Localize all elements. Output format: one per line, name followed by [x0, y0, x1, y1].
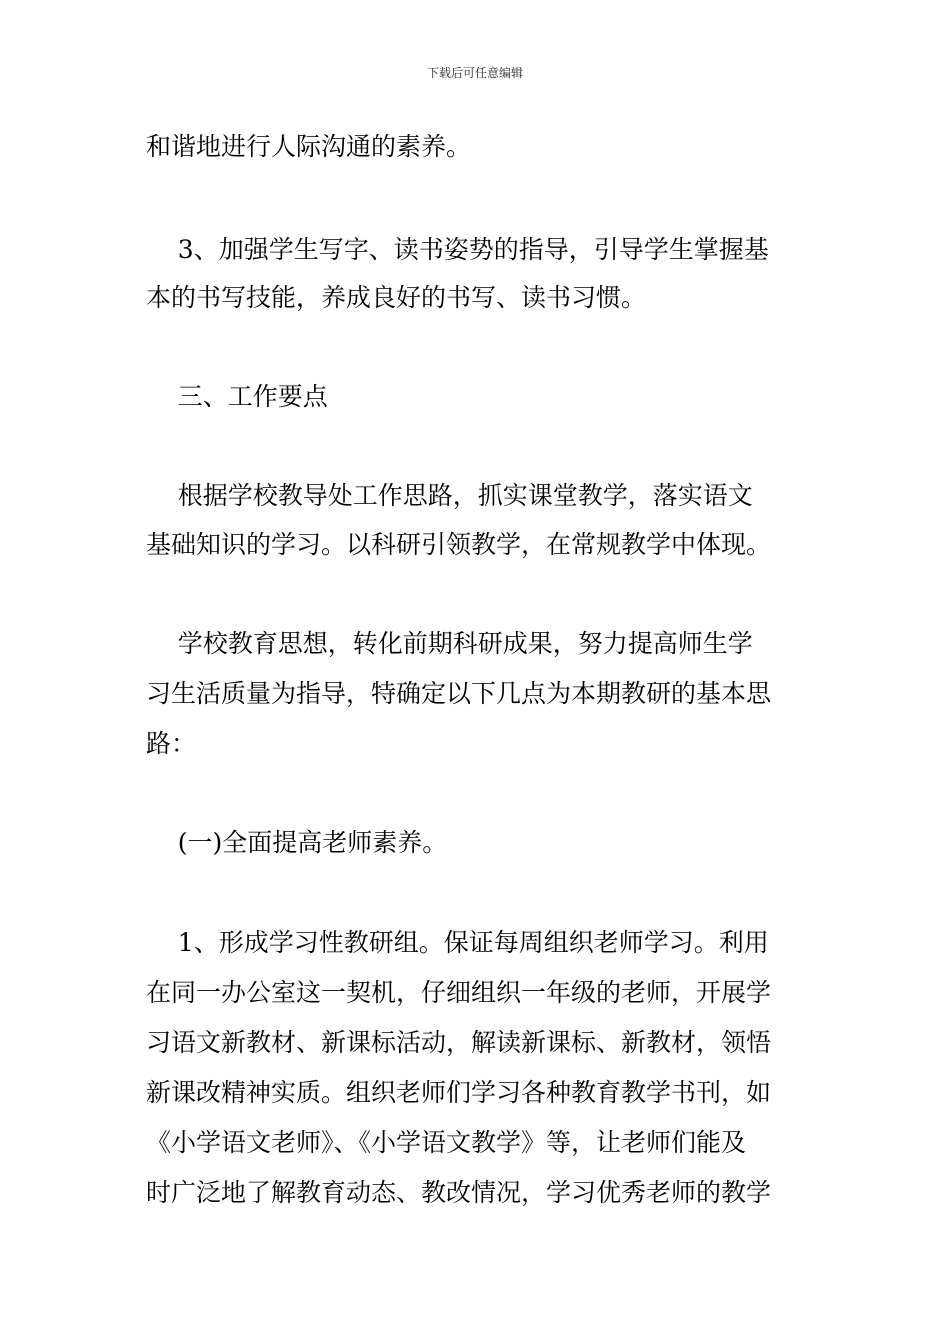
text-line: 在同一办公室这一契机，仔细组织一年级的老师，开展学: [146, 978, 772, 1007]
text-line: 3、加强学生写字、读书姿势的指导，引导学生掌握基: [146, 235, 769, 264]
text-line: 习生活质量为指导，特确定以下几点为本期教研的基本思: [146, 679, 772, 708]
page-header: 下载后可任意编辑: [426, 66, 523, 80]
subsection-heading: (一)全面提高老师素养。: [146, 828, 448, 857]
text-line: 路：: [146, 729, 197, 758]
text-line: 时广泛地了解教育动态、教改情况，学习优秀老师的教学: [146, 1178, 772, 1207]
text-line: 根据学校教导处工作思路，抓实课堂教学，落实语文: [146, 481, 753, 510]
text-line: 新课改精神实质。组织老师们学习各种教育教学书刊，如: [146, 1078, 772, 1107]
text-line: 1、形成学习性教研组。保证每周组织老师学习。利用: [146, 928, 769, 957]
text-line: 习语文新教材、新课标活动，解读新课标、新教材，领悟: [146, 1028, 772, 1057]
section-heading: 三、工作要点: [146, 382, 328, 411]
text-line: 本的书写技能，养成良好的书写、读书习惯。: [146, 283, 647, 312]
text-line: 《小学语文老师》、《小学语文教学》等，让老师们能及: [146, 1128, 747, 1157]
text-line: 基础知识的学习。以科研引领教学，在常规教学中体现。: [146, 530, 772, 559]
text-line: 和谐地进行人际沟通的素养。: [146, 132, 472, 161]
text-line: 学校教育思想，转化前期科研成果，努力提高师生学: [146, 629, 753, 658]
